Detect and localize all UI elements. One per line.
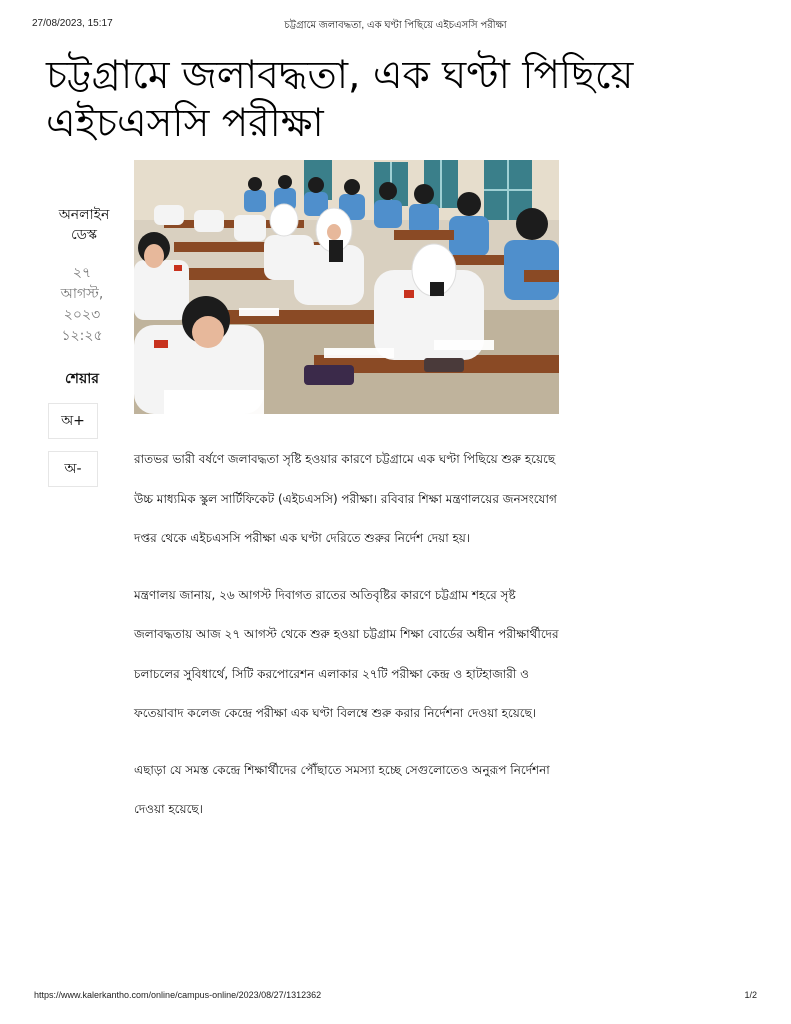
publish-date-day: ২৭ xyxy=(72,265,92,281)
article-paragraph-3: এছাড়া যে সমস্ত কেন্দ্রে শিক্ষার্থীদের পৌঁছাতে সমস্যা হচ্ছে সেগুলোতেও অনুরূপ নির্দেশনা দেওয়া হয়েছে। xyxy=(134,762,550,816)
publish-date xyxy=(44,263,120,347)
article-photo xyxy=(134,160,559,414)
article-body xyxy=(134,440,574,847)
share-label[interactable]: শেয়ার xyxy=(65,371,99,387)
exam-hall-photo xyxy=(134,160,559,414)
font-decrease-button[interactable]: অ- xyxy=(48,451,98,487)
print-title: চট্টগ্রামে জলাবদ্ধতা, এক ঘণ্টা পিছিয়ে এইচএসসি পরীক্ষা xyxy=(284,20,507,31)
article-meta-sidebar xyxy=(44,205,120,487)
print-url: https://www.kalerkantho.com/online/campus-online/2023/08/27/1312362 xyxy=(34,990,322,1000)
article-headline: চট্টগ্রামে জলাবদ্ধতা, এক ঘণ্টা পিছিয়ে এইচএসসি পরীক্ষা xyxy=(46,53,634,146)
publish-date-year: ২০২৩ xyxy=(63,307,101,323)
font-increase-button[interactable]: অ+ xyxy=(48,403,98,439)
author-name: অনলাইন ডেস্ক xyxy=(58,207,110,243)
print-date: 27/08/2023, 15:17 xyxy=(32,18,113,29)
page-number: 1/2 xyxy=(744,990,757,1000)
publish-date-month: আগস্ট, xyxy=(60,286,104,302)
article-paragraph-1: রাতভর ভারী বর্ষণে জলাবদ্ধতা সৃষ্টি হওয়ার কারণে চট্টগ্রামে এক ঘণ্টা পিছিয়ে শুরু হয়েছে উচ্চ মাধ্যমিক স্কুল সার্টিফিকেট (এইচএসসি) পরীক্ষা। রবিবার শিক্ষা মন্ত্রণালয়ের জনসংযোগ দপ্তর থেকে এইচএসসি পরীক্ষা এক ঘণ্টা দেরিতে শুরুর নির্দেশ দেয়া হয়। xyxy=(134,452,557,545)
publish-time: ১২:২৫ xyxy=(61,328,103,344)
article-paragraph-2: মন্ত্রণালয় জানায়, ২৬ আগস্ট দিবাগত রাতের অতিবৃষ্টির কারণে চট্টগ্রাম শহরে সৃষ্ট জলাবদ্ধতায় আজ ২৭ আগস্ট থেকে শুরু হওয়া চট্টগ্রাম শিক্ষা বোর্ডের অধীন পরীক্ষার্থীদের চলাচলের সুবিধার্থে, সিটি করপোরেশন এলাকার ২৭টি পরীক্ষা কেন্দ্র ও হাটহাজারী ও ফতেয়াবাদ কলেজ কেন্দ্রে পরীক্ষা এক ঘণ্টা বিলম্বে শুরু করার নির্দেশনা দেওয়া হয়েছে। xyxy=(134,587,559,720)
